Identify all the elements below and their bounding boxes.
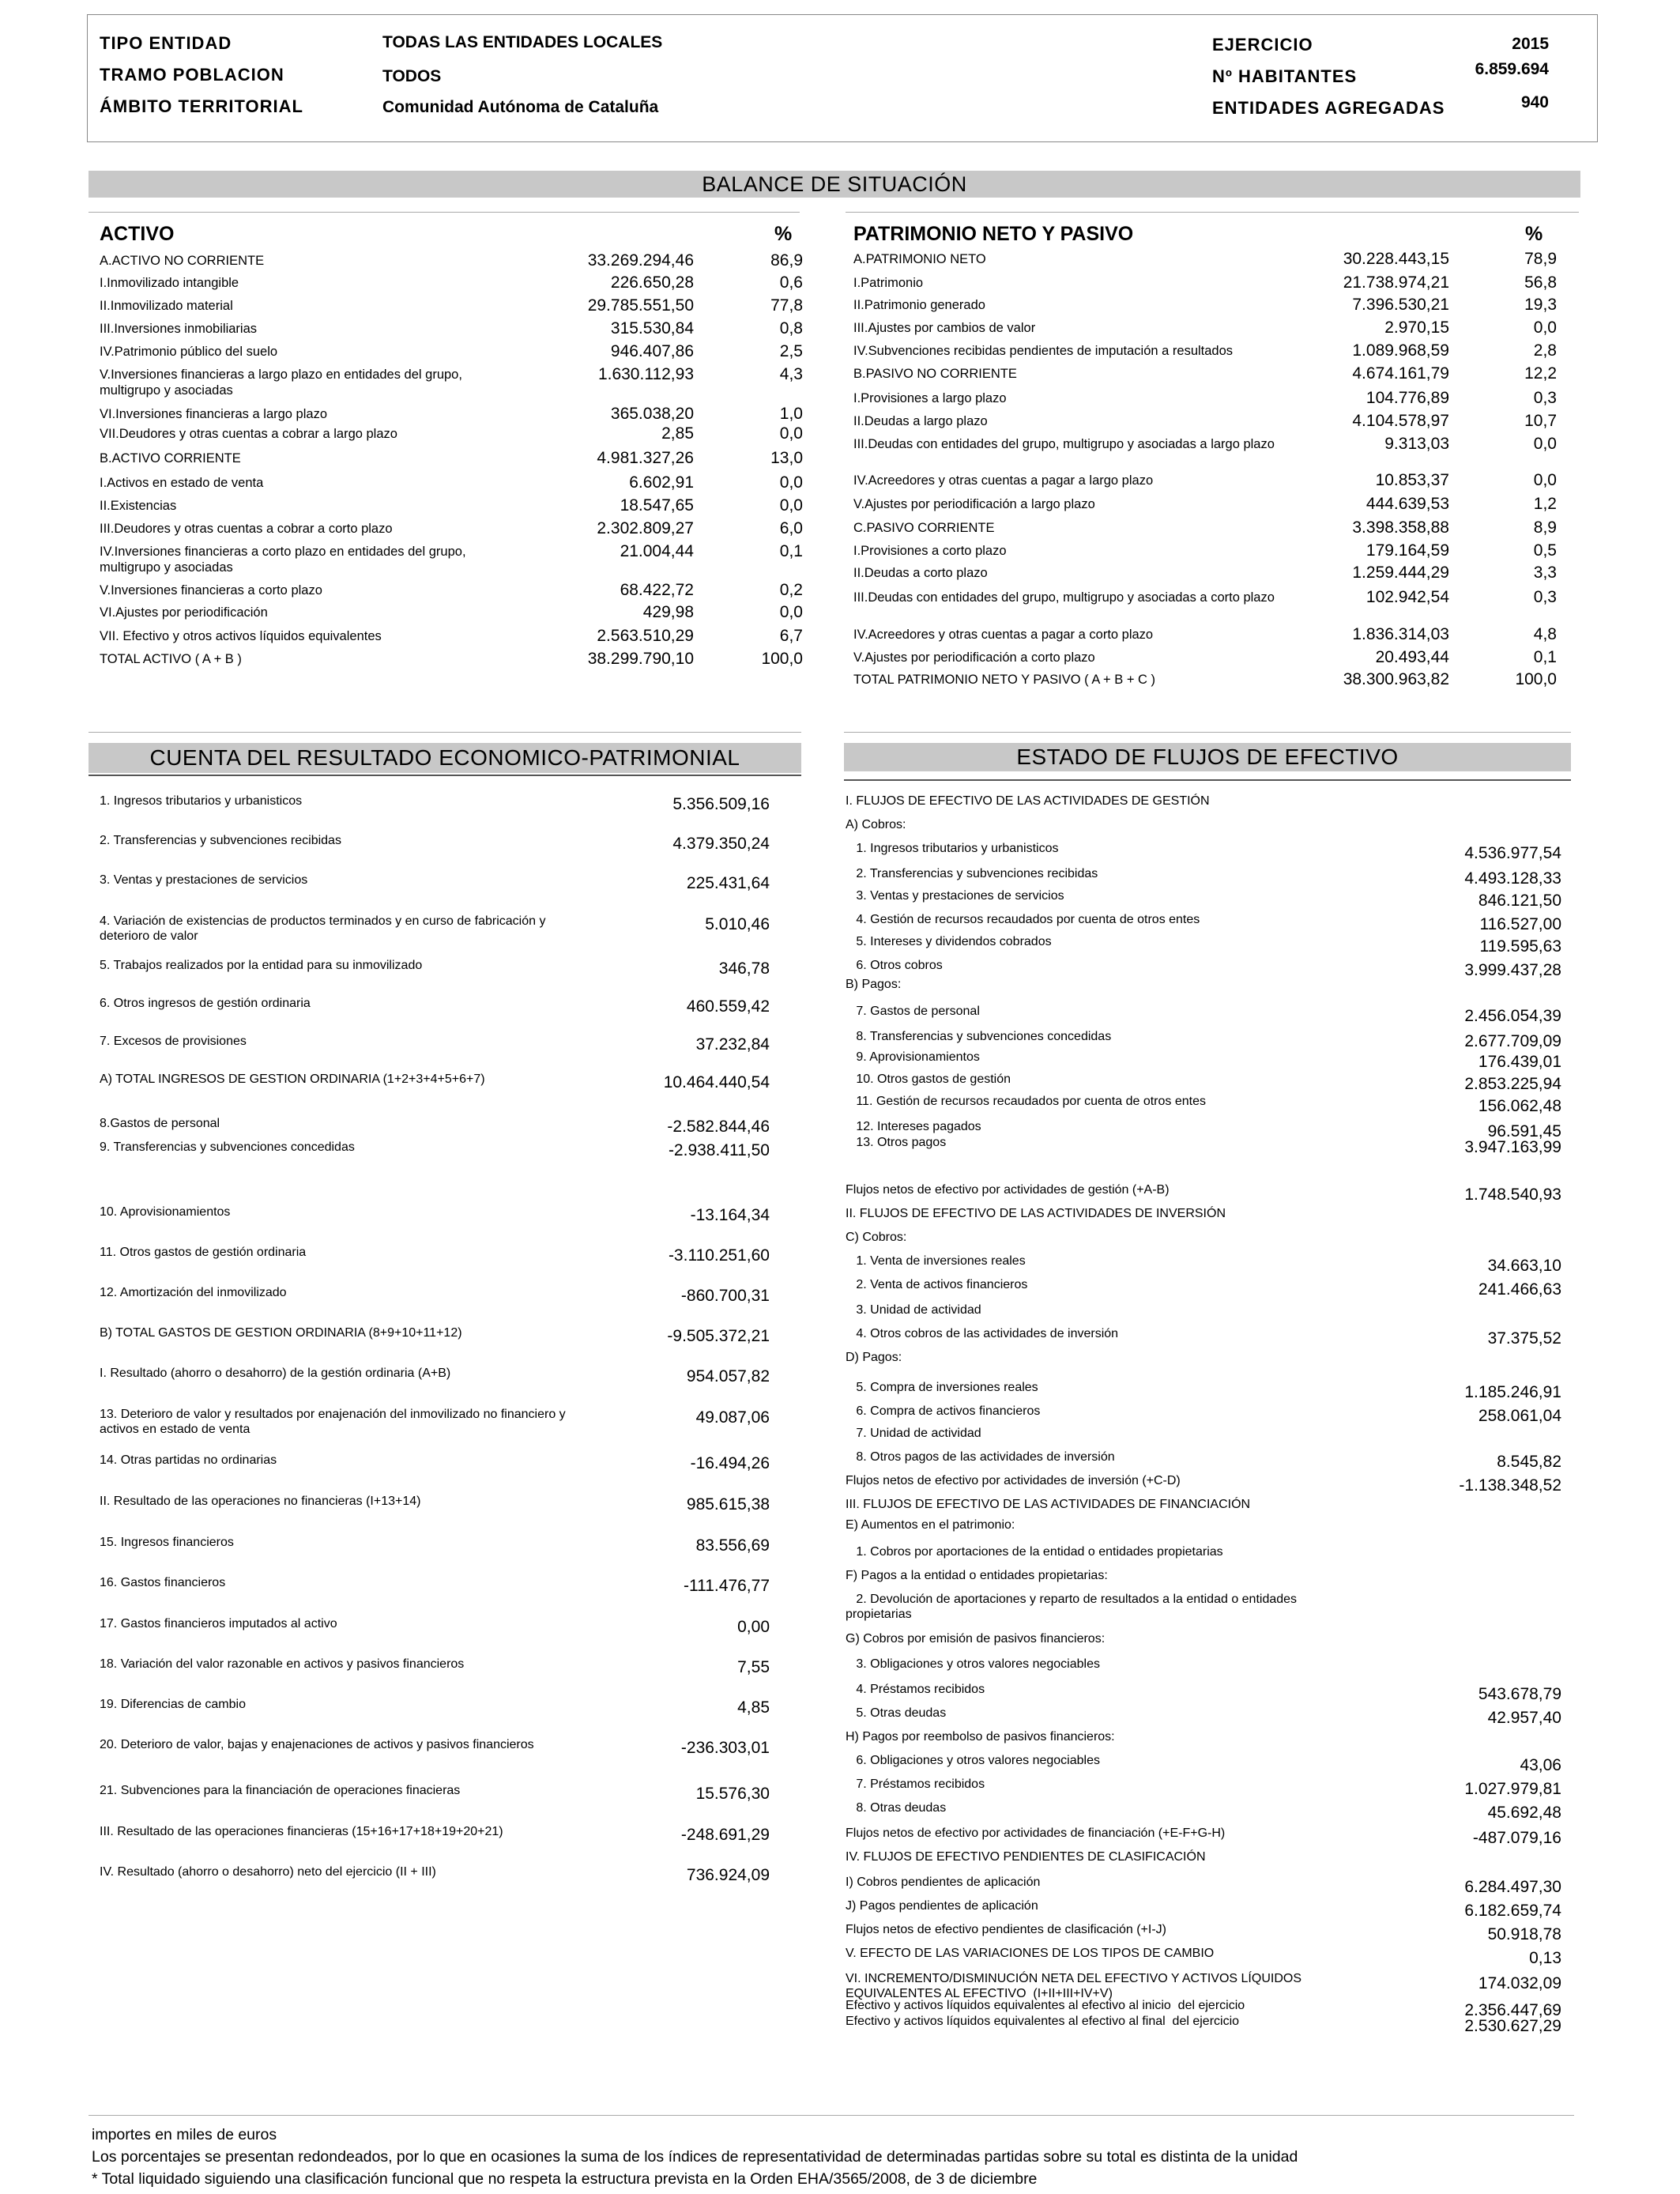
flujos-row-value: 6.182.659,74: [1464, 1902, 1561, 1920]
cuenta-row-label: 19. Diferencias de cambio: [100, 1698, 246, 1711]
pasivo-row-value: 444.639,53: [1365, 495, 1449, 513]
cuenta-row-label: 10. Aprovisionamientos: [100, 1205, 231, 1219]
cuenta-row-label: I. Resultado (ahorro o desahorro) de la gestión ordinaria (A+B): [100, 1367, 451, 1380]
cuenta-row-value: -236.303,01: [680, 1739, 770, 1757]
footer-note-clasificacion: * Total liquidado siguiendo una clasificación funcional que no respeta la estructura prevista en la Orden EHA/3565/2008, de 3 de diciembre: [92, 2170, 1038, 2188]
flujos-row-value: 176.439,01: [1478, 1053, 1561, 1071]
pasivo-row-pct: 100,0: [1515, 670, 1557, 688]
flujos-row-label: Flujos netos de efectivo por actividades de gestión (+A-B): [846, 1183, 1170, 1197]
flujos-row-label: 1. Ingresos tributarios y urbanisticos: [846, 842, 1059, 855]
pasivo-row-value: 38.300.963,82: [1343, 670, 1449, 688]
cuenta-row-value: 954.057,82: [686, 1367, 770, 1385]
cuenta-row-value: 83.556,69: [695, 1536, 770, 1555]
habitantes-value: 6.859.694: [1475, 60, 1549, 78]
pasivo-row-label: III.Deudas con entidades del grupo, multigrupo y asociadas a corto plazo: [853, 590, 1275, 605]
activo-title: ACTIVO: [100, 223, 175, 245]
pasivo-row-label: III.Deudas con entidades del grupo, multigrupo y asociadas a largo plazo: [853, 437, 1275, 451]
flujos-row-value: 116.527,00: [1479, 915, 1561, 933]
activo-row-pct: 1,0: [779, 405, 803, 423]
flujos-row-label: C) Cobros:: [846, 1231, 907, 1244]
flujos-row-value: 8.545,82: [1497, 1453, 1561, 1471]
flujos-row-label: 7. Préstamos recibidos: [846, 1777, 985, 1791]
cuenta-row-label: III. Resultado de las operaciones financieras (15+16+17+18+19+20+21): [100, 1825, 503, 1838]
pasivo-row-value: 3.398.358,88: [1352, 518, 1449, 537]
flujos-rule: [844, 779, 1571, 781]
flujos-row-value: 258.061,04: [1478, 1407, 1561, 1425]
flujos-row-label: Efectivo y activos líquidos equivalentes al efectivo al final del ejercicio: [846, 2015, 1240, 2028]
pasivo-row-label: II.Patrimonio generado: [853, 298, 985, 312]
cuenta-row-label: 15. Ingresos financieros: [100, 1536, 234, 1549]
pasivo-row-value: 30.228.443,15: [1343, 250, 1449, 268]
activo-row-label: III.Inversiones inmobiliarias: [100, 322, 257, 336]
activo-row-value: 4.981.327,26: [597, 449, 694, 467]
flujos-row-label: V. EFECTO DE LAS VARIACIONES DE LOS TIPOS DE CAMBIO: [846, 1947, 1215, 1960]
cuenta-row-value: 10.464.440,54: [663, 1073, 770, 1091]
pasivo-row-label: III.Ajustes por cambios de valor: [853, 321, 1036, 335]
activo-row-label: I.Inmovilizado intangible: [100, 276, 239, 290]
pasivo-row-pct: 0,0: [1533, 435, 1557, 453]
cuenta-row-value: 37.232,84: [695, 1035, 770, 1054]
pasivo-row-value: 1.259.444,29: [1352, 564, 1449, 582]
flujos-row-value: 174.032,09: [1478, 1974, 1561, 1992]
pasivo-row-pct: 8,9: [1533, 518, 1557, 537]
pasivo-row-label: B.PASIVO NO CORRIENTE: [853, 367, 1017, 381]
activo-row-label: TOTAL ACTIVO ( A + B ): [100, 652, 242, 666]
activo-row-pct: 0,0: [779, 424, 803, 443]
activo-row-label: B.ACTIVO CORRIENTE: [100, 451, 241, 466]
cuenta-row-label: II. Resultado de las operaciones no financieras (I+13+14): [100, 1495, 421, 1508]
cuenta-row-label: 8.Gastos de personal: [100, 1117, 220, 1130]
cuenta-row-label: 12. Amortización del inmovilizado: [100, 1286, 287, 1299]
pasivo-row-pct: 0,0: [1533, 319, 1557, 337]
activo-pct-header: %: [774, 223, 793, 245]
pasivo-row-label: A.PATRIMONIO NETO: [853, 252, 986, 266]
activo-row-pct: 86,9: [770, 251, 803, 270]
pasivo-row-value: 1.836.314,03: [1352, 625, 1449, 643]
activo-row-pct: 13,0: [770, 449, 803, 467]
flujos-row-value: 2.356.447,69: [1464, 2001, 1561, 2019]
pasivo-row-label: TOTAL PATRIMONIO NETO Y PASIVO ( A + B + C ): [853, 673, 1156, 687]
flujos-row-label: IV. FLUJOS DE EFECTIVO PENDIENTES DE CLASIFICACIÓN: [846, 1850, 1206, 1864]
habitantes-label: Nº HABITANTES: [1212, 66, 1358, 86]
entidades-agregadas-label: ENTIDADES AGREGADAS: [1212, 98, 1445, 118]
footer-note-rounding: Los porcentajes se presentan redondeados, por lo que en ocasiones la suma de los índices de representatividad de determinadas partidas sobre su total es distinta de la unidad: [92, 2148, 1298, 2166]
cuenta-row-value: 15.576,30: [695, 1785, 770, 1803]
flujos-row-label: 9. Aprovisionamientos: [846, 1050, 980, 1064]
flujos-row-value: 96.591,45: [1487, 1122, 1561, 1140]
cuenta-row-value: 4.379.350,24: [672, 835, 770, 853]
cuenta-row-value: 5.010,46: [705, 915, 770, 933]
activo-row-value: 29.785.551,50: [587, 296, 694, 315]
flujos-row-label: 2. Devolución de aportaciones y reparto de resultados a la entidad o entidades propietarias: [846, 1593, 1301, 1621]
flujos-row-label: 1. Venta de inversiones reales: [846, 1254, 1026, 1268]
flujos-title: ESTADO DE FLUJOS DE EFECTIVO: [844, 743, 1571, 771]
pasivo-row-pct: 19,3: [1524, 296, 1557, 314]
pasivo-row-value: 1.089.968,59: [1352, 341, 1449, 360]
flujos-row-value: 3.999.437,28: [1464, 961, 1561, 979]
activo-row-value: 18.547,65: [620, 496, 694, 515]
pasivo-row-label: II.Deudas a largo plazo: [853, 414, 988, 428]
cuenta-row-value: 346,78: [718, 959, 770, 978]
flujos-row-value: 2.530.627,29: [1464, 2017, 1561, 2035]
activo-row-value: 946.407,86: [610, 342, 694, 360]
flujos-row-label: 12. Intereses pagados: [846, 1120, 981, 1133]
cuenta-row-value: 460.559,42: [686, 997, 770, 1016]
activo-row-value: 429,98: [642, 603, 694, 621]
cuenta-row-label: 6. Otros ingresos de gestión ordinaria: [100, 997, 311, 1010]
pasivo-row-label: I.Provisiones a largo plazo: [853, 391, 1007, 405]
pasivo-row-pct: 1,2: [1533, 495, 1557, 513]
flujos-row-value: 846.121,50: [1478, 892, 1561, 910]
activo-row-pct: 0,0: [779, 473, 803, 492]
flujos-row-label: 4. Gestión de recursos recaudados por cuenta de otros entes: [846, 913, 1200, 926]
pasivo-row-pct: 56,8: [1524, 273, 1557, 292]
pasivo-rule: [846, 212, 1579, 213]
footer-units: importes en miles de euros: [92, 2126, 277, 2143]
pasivo-row-pct: 0,3: [1533, 389, 1557, 407]
cuenta-rule-top: [89, 732, 801, 733]
cuenta-row-value: 4,85: [737, 1698, 770, 1717]
pasivo-row-value: 104.776,89: [1365, 389, 1449, 407]
pasivo-row-pct: 12,2: [1524, 364, 1557, 383]
entidades-agregadas-value: 940: [1520, 93, 1549, 111]
pasivo-row-value: 10.853,37: [1375, 471, 1449, 489]
cuenta-row-label: A) TOTAL INGRESOS DE GESTION ORDINARIA (1+2+3+4+5+6+7): [100, 1072, 485, 1086]
activo-row-pct: 0,6: [779, 273, 803, 292]
cuenta-row-label: 9. Transferencias y subvenciones concedidas: [100, 1140, 355, 1154]
flujos-row-label: 1. Cobros por aportaciones de la entidad o entidades propietarias: [846, 1545, 1223, 1559]
activo-row-pct: 2,5: [779, 342, 803, 360]
cuenta-row-value: -2.938.411,50: [668, 1141, 770, 1159]
flujos-row-value: -1.138.348,52: [1459, 1476, 1561, 1495]
cuenta-row-value: -13.164,34: [690, 1206, 770, 1224]
flujos-row-label: I. FLUJOS DE EFECTIVO DE LAS ACTIVIDADES DE GESTIÓN: [846, 794, 1210, 808]
pasivo-row-label: IV.Acreedores y otras cuentas a pagar a corto plazo: [853, 628, 1154, 642]
pasivo-row-label: IV.Acreedores y otras cuentas a pagar a largo plazo: [853, 473, 1154, 488]
activo-row-label: VI.Inversiones financieras a largo plazo: [100, 407, 327, 421]
activo-row-pct: 6,0: [779, 519, 803, 537]
flujos-row-label: 11. Gestión de recursos recaudados por cuenta de otros entes: [846, 1095, 1206, 1108]
flujos-row-label: F) Pagos a la entidad o entidades propietarias:: [846, 1569, 1108, 1582]
pasivo-row-label: I.Provisiones a corto plazo: [853, 544, 1007, 558]
flujos-row-value: 2.677.709,09: [1464, 1032, 1561, 1050]
cuenta-row-label: 20. Deterioro de valor, bajas y enajenaciones de activos y pasivos financieros: [100, 1738, 534, 1751]
pasivo-row-value: 4.674.161,79: [1352, 364, 1449, 383]
activo-row-label: A.ACTIVO NO CORRIENTE: [100, 254, 265, 268]
activo-row-value: 2,85: [661, 424, 694, 443]
flujos-row-label: 8. Otras deudas: [846, 1801, 947, 1815]
pasivo-row-label: I.Patrimonio: [853, 276, 924, 290]
flujos-row-label: VI. INCREMENTO/DISMINUCIÓN NETA DEL EFECTIVO Y ACTIVOS LÍQUIDOS EQUIVALENTES AL EFECTIVO (I+II+III+IV+V): [846, 1972, 1305, 2000]
flujos-row-value: 156.062,48: [1478, 1097, 1561, 1115]
flujos-row-label: E) Aumentos en el patrimonio:: [846, 1518, 1015, 1532]
cuenta-row-value: 0,00: [737, 1618, 770, 1636]
activo-row-value: 68.422,72: [620, 581, 694, 599]
activo-row-pct: 0,0: [779, 496, 803, 515]
flujos-row-label: A) Cobros:: [846, 818, 906, 831]
activo-row-label: III.Deudores y otras cuentas a cobrar a corto plazo: [100, 522, 393, 536]
pasivo-row-value: 7.396.530,21: [1352, 296, 1449, 314]
tramo-poblacion-label: TRAMO POBLACION: [100, 65, 284, 85]
pasivo-row-value: 102.942,54: [1365, 588, 1449, 606]
activo-row-value: 38.299.790,10: [587, 650, 694, 668]
tipo-entidad-value: TODAS LAS ENTIDADES LOCALES: [382, 33, 663, 51]
pasivo-row-value: 20.493,44: [1375, 648, 1449, 666]
activo-row-label: VII.Deudores y otras cuentas a cobrar a largo plazo: [100, 427, 397, 441]
flujos-row-label: 2. Transferencias y subvenciones recibidas: [846, 867, 1098, 880]
activo-row-label: VII. Efectivo y otros activos líquidos equivalentes: [100, 629, 382, 643]
cuenta-row-value: -111.476,77: [684, 1577, 770, 1595]
cuenta-row-value: 49.087,06: [695, 1408, 770, 1427]
cuenta-row-label: IV. Resultado (ahorro o desahorro) neto del ejercicio (II + III): [100, 1865, 436, 1879]
cuenta-row-label: 14. Otras partidas no ordinarias: [100, 1453, 277, 1467]
activo-row-label: II.Existencias: [100, 499, 177, 513]
cuenta-row-label: 16. Gastos financieros: [100, 1576, 226, 1589]
flujos-row-value: 2.456.054,39: [1464, 1007, 1561, 1025]
flujos-rule-top: [844, 732, 1571, 733]
header-box: [87, 14, 1598, 142]
activo-row-label: II.Inmovilizado material: [100, 299, 233, 313]
cuenta-row-label: 1. Ingresos tributarios y urbanisticos: [100, 794, 303, 808]
cuenta-row-value: 985.615,38: [686, 1495, 770, 1514]
flujos-row-value: 1.185.246,91: [1464, 1383, 1561, 1401]
tipo-entidad-label: TIPO ENTIDAD: [100, 33, 232, 53]
activo-row-pct: 100,0: [761, 650, 803, 668]
activo-row-value: 1.630.112,93: [597, 365, 694, 383]
activo-row-label: IV.Patrimonio público del suelo: [100, 345, 278, 359]
pasivo-row-pct: 0,5: [1533, 541, 1557, 560]
cuenta-row-label: 4. Variación de existencias de productos terminados y en curso de fabricación y deterioro de valor: [100, 914, 546, 943]
pasivo-row-pct: 78,9: [1524, 250, 1557, 268]
flujos-row-label: Flujos netos de efectivo por actividades de inversión (+C-D): [846, 1474, 1181, 1487]
ejercicio-label: EJERCICIO: [1212, 35, 1313, 55]
footer-rule: [89, 2115, 1574, 2116]
balance-title: BALANCE DE SITUACIÓN: [89, 171, 1580, 198]
activo-row-label: V.Inversiones financieras a corto plazo: [100, 583, 322, 598]
activo-row-value: 2.302.809,27: [597, 519, 694, 537]
activo-row-pct: 4,3: [779, 365, 803, 383]
activo-row-value: 33.269.294,46: [587, 251, 694, 270]
pasivo-row-value: 179.164,59: [1365, 541, 1449, 560]
cuenta-row-value: -248.691,29: [680, 1826, 770, 1844]
flujos-row-value: 42.957,40: [1487, 1709, 1561, 1727]
flujos-row-label: 13. Otros pagos: [846, 1136, 947, 1149]
cuenta-row-label: 13. Deterioro de valor y resultados por enajenación del inmovilizado no financiero y activos en estado de venta: [100, 1408, 566, 1436]
flujos-row-label: III. FLUJOS DE EFECTIVO DE LAS ACTIVIDADES DE FINANCIACIÓN: [846, 1498, 1251, 1511]
cuenta-title: CUENTA DEL RESULTADO ECONOMICO-PATRIMONIAL: [89, 743, 801, 773]
cuenta-row-value: -16.494,26: [690, 1454, 770, 1472]
flujos-row-label: 10. Otros gastos de gestión: [846, 1072, 1011, 1086]
flujos-row-value: 3.947.163,99: [1464, 1138, 1561, 1156]
flujos-row-label: 5. Compra de inversiones reales: [846, 1381, 1038, 1394]
flujos-row-label: J) Pagos pendientes de aplicación: [846, 1899, 1038, 1913]
activo-row-pct: 77,8: [770, 296, 803, 315]
flujos-row-label: 3. Ventas y prestaciones de servicios: [846, 889, 1064, 903]
activo-row-label: IV.Inversiones financieras a corto plazo en entidades del grupo, multigrupo y asociadas: [100, 545, 466, 575]
activo-row-pct: 0,8: [779, 319, 803, 337]
activo-row-value: 2.563.510,29: [597, 627, 694, 645]
pasivo-row-pct: 3,3: [1533, 564, 1557, 582]
flujos-row-value: 241.466,63: [1478, 1280, 1561, 1299]
flujos-row-label: 8. Transferencias y subvenciones concedidas: [846, 1030, 1112, 1043]
pasivo-title: PATRIMONIO NETO Y PASIVO: [853, 223, 1134, 245]
activo-row-value: 226.650,28: [610, 273, 694, 292]
flujos-row-value: 0,13: [1529, 1949, 1561, 1967]
pasivo-row-label: V.Ajustes por periodificación a corto plazo: [853, 650, 1095, 665]
flujos-row-value: 2.853.225,94: [1464, 1075, 1561, 1093]
cuenta-row-label: 2. Transferencias y subvenciones recibidas: [100, 834, 341, 847]
activo-row-label: V.Inversiones financieras a largo plazo en entidades del grupo, multigrupo y asociadas: [100, 368, 462, 398]
activo-row-label: I.Activos en estado de venta: [100, 476, 264, 490]
flujos-row-label: 3. Unidad de actividad: [846, 1303, 981, 1317]
cuenta-row-label: 7. Excesos de provisiones: [100, 1035, 247, 1048]
pasivo-pct-header: %: [1525, 223, 1543, 245]
flujos-row-value: 34.663,10: [1487, 1257, 1561, 1275]
ambito-territorial-value: Comunidad Autónoma de Cataluña: [382, 98, 659, 116]
flujos-row-label: 6. Compra de activos financieros: [846, 1404, 1041, 1418]
flujos-row-value: 45.692,48: [1487, 1804, 1561, 1822]
cuenta-row-label: 18. Variación del valor razonable en activos y pasivos financieros: [100, 1657, 465, 1671]
cuenta-row-value: -9.505.372,21: [667, 1327, 770, 1345]
flujos-row-label: Flujos netos de efectivo pendientes de clasificación (+I-J): [846, 1923, 1166, 1936]
cuenta-row-value: 225.431,64: [686, 874, 770, 892]
activo-row-pct: 0,0: [779, 603, 803, 621]
activo-row-label: VI.Ajustes por periodificación: [100, 605, 268, 620]
pasivo-row-label: II.Deudas a corto plazo: [853, 566, 988, 580]
flujos-row-value: 6.284.497,30: [1464, 1878, 1561, 1896]
activo-row-pct: 0,2: [779, 581, 803, 599]
cuenta-row-value: 5.356.509,16: [672, 795, 770, 813]
cuenta-row-value: 7,55: [737, 1658, 770, 1676]
flujos-row-value: 1.027.979,81: [1464, 1780, 1561, 1798]
flujos-row-value: 543.678,79: [1478, 1685, 1561, 1703]
pasivo-row-pct: 4,8: [1533, 625, 1557, 643]
pasivo-row-pct: 0,3: [1533, 588, 1557, 606]
flujos-row-label: 6. Otros cobros: [846, 959, 943, 972]
flujos-row-label: Flujos netos de efectivo por actividades de financiación (+E-F+G-H): [846, 1826, 1226, 1840]
flujos-row-value: -487.079,16: [1472, 1829, 1561, 1847]
tramo-poblacion-value: TODOS: [382, 67, 442, 85]
cuenta-row-label: 11. Otros gastos de gestión ordinaria: [100, 1246, 307, 1259]
activo-row-pct: 0,1: [779, 542, 803, 560]
flujos-row-label: Efectivo y activos líquidos equivalentes al efectivo al inicio del ejercicio: [846, 1999, 1245, 2012]
activo-rule: [89, 212, 800, 213]
flujos-row-label: G) Cobros por emisión de pasivos financieros:: [846, 1632, 1106, 1646]
pasivo-row-label: IV.Subvenciones recibidas pendientes de imputación a resultados: [853, 344, 1234, 358]
activo-row-pct: 6,7: [779, 627, 803, 645]
pasivo-row-label: C.PASIVO CORRIENTE: [853, 521, 995, 535]
flujos-row-label: B) Pagos:: [846, 978, 902, 991]
cuenta-row-value: -3.110.251,60: [668, 1246, 770, 1265]
flujos-row-value: 4.493.128,33: [1464, 869, 1561, 888]
cuenta-rule: [89, 775, 801, 776]
cuenta-row-value: -2.582.844,46: [667, 1118, 770, 1136]
flujos-row-label: 4. Otros cobros de las actividades de inversión: [846, 1327, 1119, 1340]
cuenta-row-label: 21. Subvenciones para la financiación de operaciones finacieras: [100, 1784, 461, 1797]
ambito-territorial-label: ÁMBITO TERRITORIAL: [100, 96, 303, 116]
cuenta-row-label: B) TOTAL GASTOS DE GESTION ORDINARIA (8+9+10+11+12): [100, 1326, 462, 1340]
flujos-row-label: 4. Préstamos recibidos: [846, 1683, 985, 1696]
pasivo-row-value: 21.738.974,21: [1343, 273, 1449, 292]
flujos-row-label: H) Pagos por reembolso de pasivos financieros:: [846, 1730, 1115, 1744]
activo-row-value: 21.004,44: [620, 542, 694, 560]
pasivo-row-pct: 0,0: [1533, 471, 1557, 489]
flujos-row-label: 3. Obligaciones y otros valores negociables: [846, 1657, 1100, 1671]
flujos-row-label: 8. Otros pagos de las actividades de inversión: [846, 1450, 1115, 1464]
flujos-row-label: D) Pagos:: [846, 1351, 902, 1364]
flujos-row-label: I) Cobros pendientes de aplicación: [846, 1875, 1041, 1889]
flujos-row-label: II. FLUJOS DE EFECTIVO DE LAS ACTIVIDADES DE INVERSIÓN: [846, 1207, 1226, 1220]
flujos-row-value: 37.375,52: [1487, 1329, 1561, 1348]
cuenta-row-value: -860.700,31: [680, 1287, 770, 1305]
flujos-row-value: 50.918,78: [1487, 1925, 1561, 1943]
flujos-row-value: 4.536.977,54: [1464, 844, 1561, 862]
flujos-row-label: 7. Gastos de personal: [846, 1005, 980, 1018]
cuenta-row-label: 5. Trabajos realizados por la entidad para su inmovilizado: [100, 959, 423, 972]
pasivo-row-label: V.Ajustes por periodificación a largo plazo: [853, 497, 1095, 511]
activo-row-value: 6.602,91: [629, 473, 694, 492]
pasivo-row-value: 2.970,15: [1384, 319, 1449, 337]
pasivo-row-pct: 10,7: [1524, 412, 1557, 430]
flujos-row-value: 119.595,63: [1479, 937, 1561, 956]
cuenta-row-value: 736.924,09: [686, 1866, 770, 1884]
pasivo-row-pct: 0,1: [1533, 648, 1557, 666]
pasivo-row-value: 9.313,03: [1384, 435, 1449, 453]
flujos-row-value: 1.748.540,93: [1464, 1186, 1561, 1204]
flujos-row-label: 2. Venta de activos financieros: [846, 1278, 1028, 1291]
cuenta-row-label: 17. Gastos financieros imputados al activo: [100, 1617, 337, 1630]
flujos-row-label: 6. Obligaciones y otros valores negociables: [846, 1754, 1100, 1767]
flujos-row-label: 5. Intereses y dividendos cobrados: [846, 935, 1052, 948]
cuenta-row-label: 3. Ventas y prestaciones de servicios: [100, 873, 308, 887]
pasivo-row-pct: 2,8: [1533, 341, 1557, 360]
ejercicio-value: 2015: [1512, 35, 1549, 53]
flujos-row-label: 7. Unidad de actividad: [846, 1427, 981, 1440]
pasivo-row-value: 4.104.578,97: [1352, 412, 1449, 430]
flujos-row-label: 5. Otras deudas: [846, 1706, 947, 1720]
flujos-row-value: 43,06: [1520, 1756, 1561, 1774]
activo-row-value: 365.038,20: [610, 405, 694, 423]
activo-row-value: 315.530,84: [610, 319, 694, 337]
